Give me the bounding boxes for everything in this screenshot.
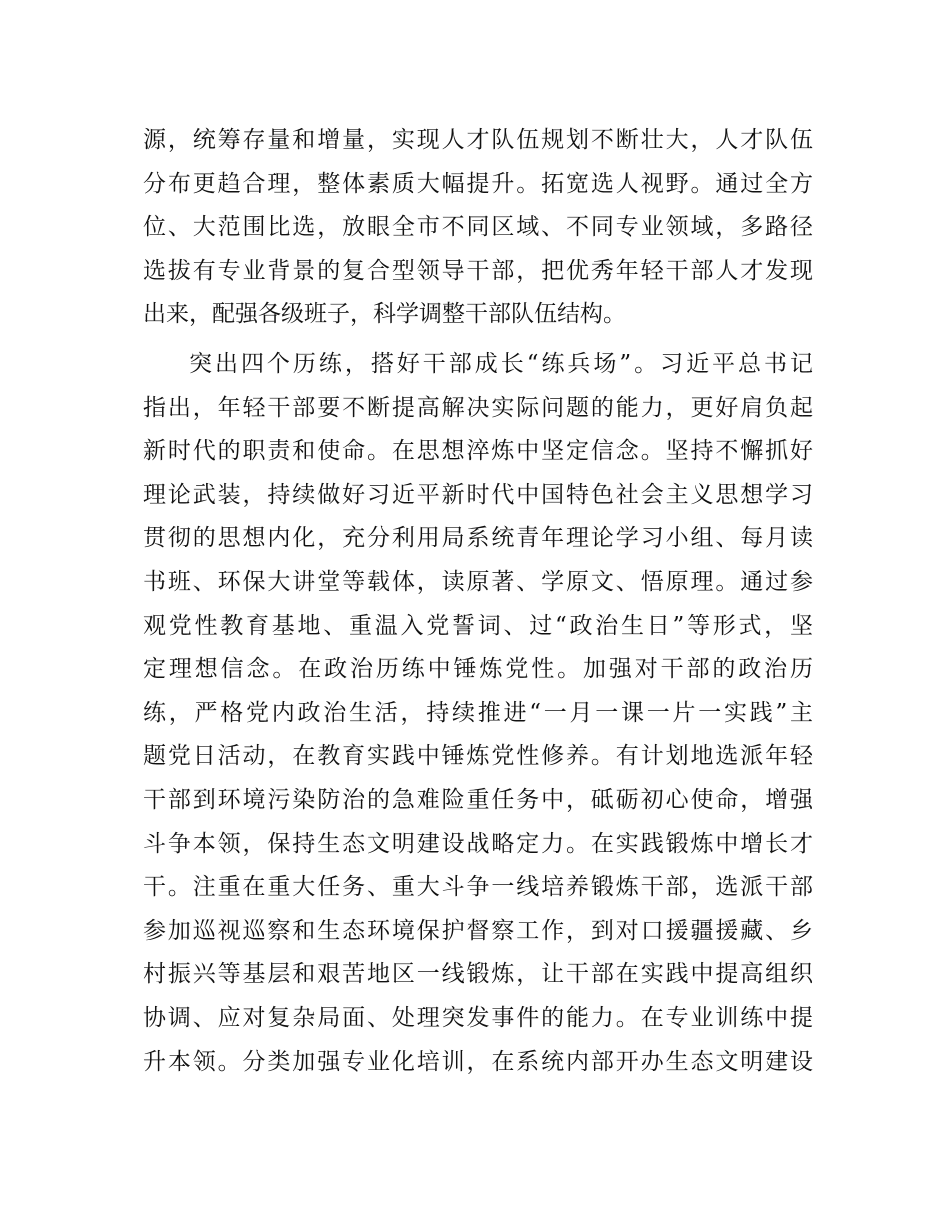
paragraph-line: 贯彻的思想内化，充分利用局系统青年理论学习小组、每月读 — [143, 525, 813, 552]
paragraph-line: 理论武装，持续做好习近平新时代中国特色社会主义思想学习 — [143, 481, 813, 508]
paragraph-line: 参加巡视巡察和生态环境保护督察工作，到对口援疆援藏、乡 — [143, 917, 813, 944]
paragraph-line: 定理想信念。在政治历练中锤炼党性。加强对干部的政治历 — [143, 656, 813, 683]
paragraph-line: 干。注重在重大任务、重大斗争一线培养锻炼干部，选派干部 — [143, 874, 813, 901]
paragraph-line: 位、大范围比选，放眼全市不同区域、不同专业领域，多路径 — [143, 214, 813, 241]
paragraph-line: 干部到环境污染防治的急难险重任务中，砥砺初心使命，增强 — [143, 786, 813, 813]
paragraph-line: 升本领。分类加强专业化培训，在系统内部开办生态文明建设 — [143, 1048, 813, 1075]
paragraph-line: 斗争本领，保持生态文明建设战略定力。在实践锻炼中增长才 — [143, 830, 813, 857]
paragraph-line: 协调、应对复杂局面、处理突发事件的能力。在专业训练中提 — [143, 1004, 813, 1031]
paragraph-line: 题党日活动，在教育实践中锤炼党性修养。有计划地选派年轻 — [143, 743, 813, 770]
paragraph-1 — [143, 119, 813, 337]
paragraph-line: 突出四个历练，搭好干部成长“练兵场”。习近平总书记 — [189, 351, 813, 377]
paragraph-line: 指出，年轻干部要不断提高解决实际问题的能力，更好肩负起 — [143, 394, 813, 421]
paragraph-line: 村振兴等基层和艰苦地区一线锻炼，让干部在实践中提高组织 — [143, 961, 813, 988]
paragraph-line: 书班、环保大讲堂等载体，读原著、学原文、悟原理。通过参 — [143, 568, 813, 595]
paragraph-line: 源，统筹存量和增量，实现人才队伍规划不断壮大，人才队伍 — [143, 127, 813, 153]
paragraph-line: 新时代的职责和使命。在思想淬炼中坚定信念。坚持不懈抓好 — [143, 438, 813, 465]
paragraph-line: 选拔有专业背景的复合型领导干部，把优秀年轻干部人才发现 — [143, 257, 813, 284]
paragraph-2 — [143, 343, 813, 1084]
paragraph-line: 分布更趋合理，整体素质大幅提升。拓宽选人视野。通过全方 — [143, 170, 813, 197]
paragraph-line: 观党性教育基地、重温入党誓词、过“政治生日”等形式，坚 — [143, 612, 813, 639]
paragraph-line: 练，严格党内政治生活，持续推进“一月一课一片一实践”主 — [143, 699, 813, 726]
paragraph-line: 出来，配强各级班子，科学调整干部队伍结构。 — [143, 301, 626, 328]
